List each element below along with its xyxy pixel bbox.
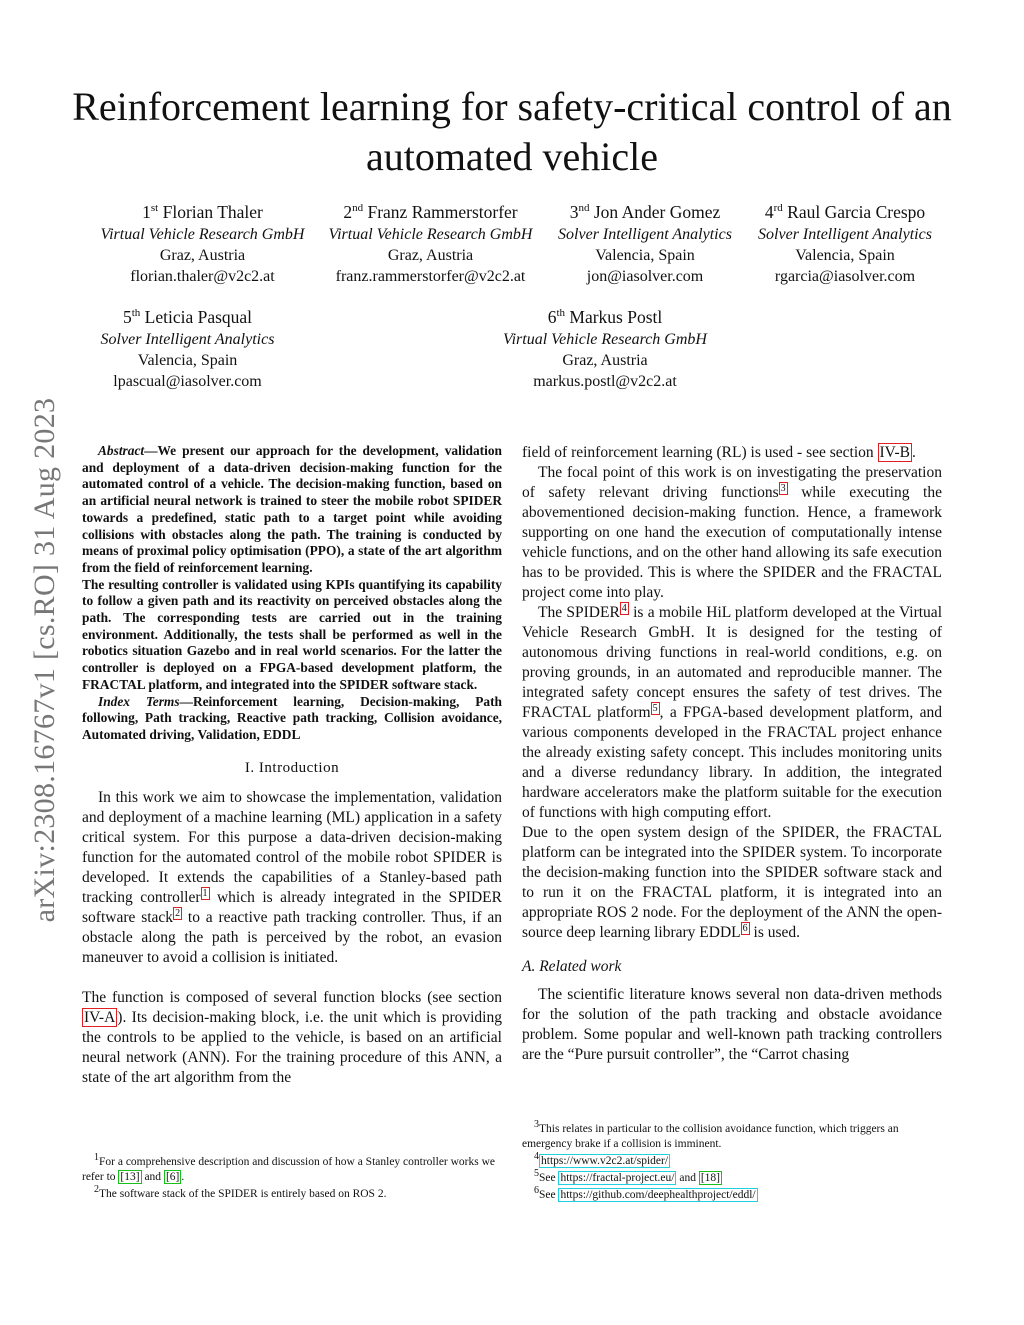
left-column bbox=[82, 443, 502, 1088]
subsection-heading-related-work: A. Related work bbox=[522, 958, 622, 975]
right-column bbox=[522, 443, 942, 1065]
arxiv-identifier: arXiv:2308.16767v1 [cs.RO] 31 Aug 2023 bbox=[28, 397, 61, 923]
author-block: 1st Florian Thaler Virtual Vehicle Research GmbH Graz, Austria florian.thaler@v2c2.at bbox=[85, 201, 320, 287]
author-name: Raul Garcia Crespo bbox=[787, 202, 926, 222]
author-name: Markus Postl bbox=[569, 307, 663, 327]
author-name: Leticia Pasqual bbox=[144, 307, 253, 327]
author-email: florian.thaler@v2c2.at bbox=[130, 268, 275, 285]
index-terms-label: Index Terms bbox=[98, 693, 180, 709]
author-block: 2nd Franz Rammerstorfer Virtual Vehicle Research GmbH Graz, Austria franz.rammerstorfer@v2c2.at bbox=[318, 201, 543, 287]
url-link-eddl[interactable]: https://github.com/deephealthproject/eddl/ bbox=[560, 1189, 756, 1201]
author-affiliation: Solver Intelligent Analytics bbox=[758, 226, 932, 243]
citation-link-6[interactable]: [6] bbox=[165, 1171, 180, 1183]
author-location: Graz, Austria bbox=[562, 352, 648, 369]
url-link-fractal[interactable]: https://fractal-project.eu/ bbox=[560, 1172, 675, 1184]
author-location: Graz, Austria bbox=[159, 247, 246, 264]
author-location: Valencia, Spain bbox=[795, 247, 895, 264]
author-email: lpascual@iasolver.com bbox=[113, 373, 262, 390]
footnote-1: $^1$For a comprehensive description and discussion of how a Stanley controller works we refer to [13] and [6] . bbox=[82, 1152, 496, 1183]
footnote-2: $^2$The software stack of the SPIDER is entirely based on ROS 2. bbox=[94, 1184, 387, 1200]
abstract bbox=[82, 443, 502, 744]
author-block: 5th Leticia Pasqual Solver Intelligent Analytics Valencia, Spain lpascual@iasolver.com bbox=[75, 306, 300, 392]
abstract-text-2: The resulting controller is validated using KPIs quantifying its capability to follow a given path and its reactivity on perceived obstacles along the path. The corresponding tests are carried out in the training environment. Additionally, the tests shall be performed as well in the robotics situation Gazebo and in real world scenarios. For the latter the controller is deployed on a FPGA-based development platform, the FRACTAL platform, and integrated into the SPIDER software stack. bbox=[82, 576, 502, 692]
author-affiliation: Solver Intelligent Analytics bbox=[558, 226, 732, 243]
footnote-link-3[interactable]: 3 bbox=[780, 482, 786, 494]
author-name: Florian Thaler bbox=[162, 202, 263, 222]
footnote-5: $^5$See https://fractal-project.eu/ and [18] bbox=[534, 1168, 721, 1184]
author-email: jon@iasolver.com bbox=[586, 268, 704, 285]
intro-paragraph-5: Due to the open system design of the SPIDER, the FRACTAL platform can be integrated into the SPIDER system. To incorporate the decision-making function into the SPIDER software stack and to run it on the FRACTAL platform, it is integrated into an appropriate ROS 2 node. For the deployment of the ANN the open-source deep learning library EDDL $^6$ is used. bbox=[522, 824, 942, 941]
intro-paragraph-2: The function is composed of several function blocks (see section IV-A ). Its decision-making block, i.e. the unit which is providing the controls to be applied to the vehicle, is based on an artificial neural network (ANN). For the training procedure of this ANN, a state of the art algorithm from the bbox=[82, 988, 502, 1086]
intro-paragraph-1: In this work we aim to showcase the implementation, validation and deployment of a machine learning (ML) application in a safety critical system. For this purpose a data-driven decision-making function for the automated control of the mobile robot SPIDER is developed. It extends the capabilities of a Stanley-based path tracking controller $^1$ which is already integrated in the SPIDER software stack $^2$ to a reactive path tracking controller. Thus, if an obstacle along the path is perceived by the robot, an evasion maneuver to avoid a collision is initiated. bbox=[82, 788, 502, 966]
footnote-link-6[interactable]: 6 bbox=[742, 922, 748, 934]
author-location: Graz, Austria bbox=[387, 247, 474, 264]
footnote-4: $^4$ https://www.v2c2.at/spider/ bbox=[534, 1151, 669, 1167]
footnote-6: $^6$See https://github.com/deephealthproject/eddl/ bbox=[534, 1185, 756, 1201]
intro-paragraph-3: The focal point of this work is on investigating the preservation of safety relevant driving functions $^3$ while executing the abovementioned decision-making function. Hence, a framework supporting on one hand the execution of computationally intense vehicle functions, and on the other hand allowing its safe execution has to be provided. This is where the SPIDER and the FRACTAL project come into play. bbox=[522, 464, 942, 601]
author-email: franz.rammerstorfer@v2c2.at bbox=[335, 268, 526, 285]
author-affiliation: Virtual Vehicle Research GmbH bbox=[100, 226, 305, 243]
author-affiliation: Virtual Vehicle Research GmbH bbox=[328, 226, 533, 243]
author-location: Valencia, Spain bbox=[595, 247, 695, 264]
abstract-text: —We present our approach for the development, validation and deployment of a data-driven decision-making function for the automated control of a vehicle. The decision-making function, based on an artificial neural network is trained to steer the mobile robot SPIDER towards a predefined, static path to a target point while avoiding collisions with obstacles along the path. The training is conducted by means of proximal policy optimisation (PPO), a state of the art algorithm from the field of reinforcement learning. bbox=[82, 443, 502, 575]
paper-title: Reinforcement learning for safety-critical control of an automated vehicle bbox=[72, 84, 952, 179]
author-block: 3nd Jon Ander Gomez Solver Intelligent Analytics Valencia, Spain jon@iasolver.com bbox=[545, 201, 745, 287]
section-link-iv-b[interactable]: IV-B bbox=[879, 444, 910, 461]
footnote-link-1[interactable]: 1 bbox=[202, 887, 208, 899]
author-email: rgarcia@iasolver.com bbox=[774, 268, 916, 285]
footnotes-left bbox=[82, 1152, 502, 1204]
author-name: Franz Rammerstorfer bbox=[367, 202, 518, 222]
author-name: Jon Ander Gomez bbox=[593, 202, 721, 222]
intro-paragraph-2-cont: field of reinforcement learning (RL) is used - see section IV-B . bbox=[522, 444, 916, 461]
author-block: 4rd Raul Garcia Crespo Solver Intelligent Analytics Valencia, Spain rgarcia@iasolver.com bbox=[745, 201, 945, 287]
url-link-spider[interactable]: https://www.v2c2.at/spider/ bbox=[541, 1155, 669, 1167]
author-block: 6th Markus Postl Virtual Vehicle Research GmbH Graz, Austria markus.postl@v2c2.at bbox=[490, 306, 720, 392]
footnotes-right bbox=[522, 1119, 942, 1205]
section-heading-introduction: I. Introduction bbox=[244, 759, 340, 776]
index-terms: —Reinforcement learning, Decision-making, Path following, Path tracking, Reactive path tracking, Collision avoidance, Automated driving, Validation, EDDL bbox=[82, 693, 502, 742]
citation-link-13[interactable]: [13] bbox=[120, 1171, 140, 1183]
author-email: markus.postl@v2c2.at bbox=[533, 373, 677, 390]
footnote-3: $^3$This relates in particular to the collision avoidance function, which triggers an emergency brake if a collision is imminent. bbox=[522, 1119, 899, 1150]
author-affiliation: Virtual Vehicle Research GmbH bbox=[503, 331, 707, 348]
author-affiliation: Solver Intelligent Analytics bbox=[100, 331, 275, 348]
author-location: Valencia, Spain bbox=[137, 352, 238, 369]
footnote-link-4[interactable]: 4 bbox=[621, 602, 627, 614]
abstract-label: Abstract bbox=[98, 443, 145, 458]
section-link-iv-a[interactable]: IV-A bbox=[84, 1008, 116, 1026]
footnote-link-5[interactable]: 5 bbox=[652, 702, 658, 714]
intro-paragraph-4: The SPIDER $^4$ is a mobile HiL platform developed at the Virtual Vehicle Research GmbH. It is designed for the testing of autonomous driving functions in real-world conditions, e.g. on proving grounds, in an automated and reproducible manner. The integrated safety concept ensures the safety of test drives. The FRACTAL platform $^5$ , a FPGA-based development platform, and various components developed in the FRACTAL project enhance the already existing safety concept. This includes monitoring units and a diverse redundancy library. In addition, the integrated hardware accelerators make the platform suitable for the execution of functions with high computing effort. bbox=[522, 602, 942, 821]
related-paragraph-1: The scientific literature knows several non data-driven methods for the solution of the path tracking and obstacle avoidance problem. Some popular and well-known path tracking controllers are the “Pure pursuit controller”, the “Carrot chasing bbox=[522, 986, 942, 1063]
citation-link-18[interactable]: [18] bbox=[700, 1172, 721, 1184]
footnote-link-2[interactable]: 2 bbox=[175, 907, 181, 919]
